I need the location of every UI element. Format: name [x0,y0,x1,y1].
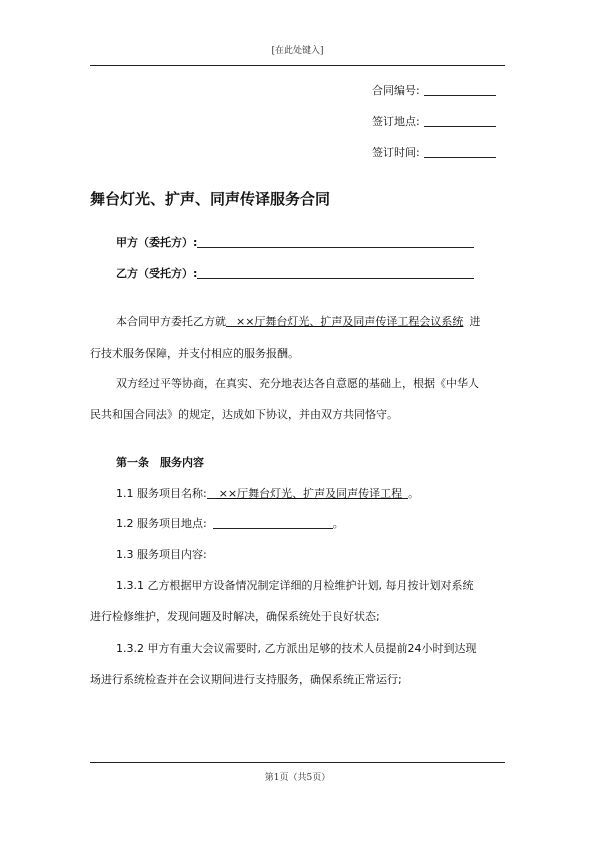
item-1-1-label: 1.1 服务项目名称: [116,487,207,500]
sign-time-row [372,144,496,160]
sign-time-blank [424,146,496,158]
item-1-2-label: 1.2 服务项目地点: [116,517,207,530]
item-1-3-2-line2: 场进行系统检查并在会议期间进行支持服务，确保系统正常运行; [90,673,402,686]
item-1-3: 1.3 服务项目内容: [116,548,207,561]
contract-number-blank [424,84,496,96]
page-footer: 第1页（共5页） [264,773,331,783]
item-1-1-value: ××厅舞台灯光、扩声及同声传译工程 [218,487,403,500]
intro-p2-line2: 民共和国合同法》的规定，达成如下协议，并由双方共同恪守。 [90,408,398,421]
intro-p1-prefix: 本合同甲方委托乙方就 [116,315,226,328]
party-b-row [116,265,474,281]
party-b-label: 乙方（受托方）: [116,267,198,280]
item-1-1-end: 。 [408,487,420,500]
item-1-2 [90,515,531,531]
sign-place-row [372,113,496,129]
sign-place-label: 签订地点: [372,115,420,128]
contract-number-row [372,82,496,98]
party-b-blank [197,267,474,279]
contract-title: 舞台灯光、扩声、同声传译服务合同 [90,190,331,208]
party-a-blank [197,236,474,248]
intro-p2-line1: 双方经过平等协商，在真实、充分地表达各自意愿的基础上，根据《中华人 [116,377,479,390]
intro-p1-line2: 行技术服务保障，并支付相应的服务报酬。 [90,347,299,360]
article-1-heading: 第一条 服务内容 [116,456,204,469]
footer-rule [90,762,505,763]
item-1-3-1-line1: 1.3.1 乙方根据甲方设备情况制定详细的月检维护计划, 每月按计划对系统 [116,579,474,592]
item-1-2-blank [213,517,333,529]
item-1-2-end: 。 [332,517,344,530]
party-a-row [116,234,474,250]
item-1-1-underline-pad [207,487,219,499]
item-1-3-2-line1: 1.3.2 甲方有重大会议需要时, 乙方派出足够的技术人员提前24小时到达现 [116,642,477,655]
intro-p1-suffix: 进 [469,315,481,328]
intro-p1-project: ××厅舞台灯光、扩声及同声传译工程会议系统 [236,315,464,328]
item-1-1 [90,485,531,501]
page-header: [在此处键入] [271,46,324,56]
intro-p1-underline-pad [226,315,236,327]
party-a-label: 甲方（委托方）: [116,236,198,249]
sign-place-blank [424,115,496,127]
intro-paragraph-1 [90,313,531,329]
item-1-3-1-line2: 进行检修维护，发现问题及时解决，确保系统处于良好状态; [90,610,380,623]
header-rule [90,65,505,66]
contract-number-label: 合同编号: [372,84,420,97]
sign-time-label: 签订时间: [372,146,420,159]
